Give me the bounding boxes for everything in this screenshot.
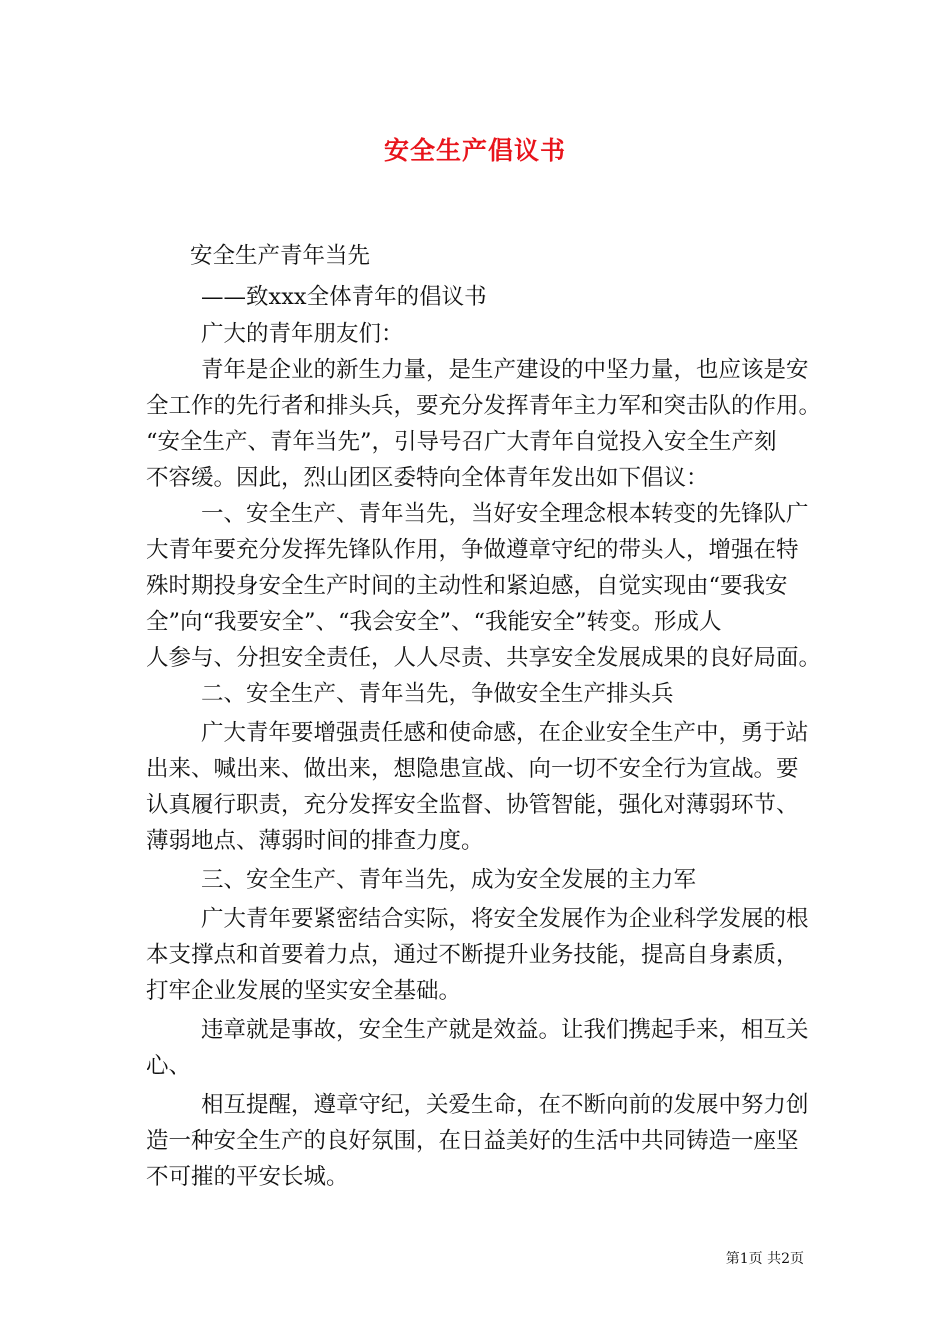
paragraph-line: “安全生产、青年当先”，引导号召广大青年自觉投入安全生产刻: [146, 429, 777, 455]
paragraph-line: 不容缓。因此，烈山团区委特向全体青年发出如下倡议：: [146, 465, 709, 491]
paragraph-line: 广大青年要增强责任感和使命感，在企业安全生产中，勇于站: [201, 720, 809, 746]
paragraph-line: 薄弱地点、薄弱时间的排查力度。: [146, 828, 484, 854]
paragraph-line: 相互提醒，遵章守纪，关爱生命，在不断向前的发展中努力创: [201, 1092, 809, 1118]
paragraph-line: 本支撑点和首要着力点，通过不断提升业务技能，提高自身素质，: [146, 942, 799, 968]
paragraph-line: ——致xxx全体青年的倡议书: [201, 284, 487, 310]
paragraph-line: 三、安全生产、青年当先，成为安全发展的主力军: [201, 867, 697, 893]
paragraph-line: 全”向“我要安全”、“我会安全”、“我能安全”转变。形成人: [146, 609, 722, 635]
paragraph-line: 造一种安全生产的良好氛围，在日益美好的生活中共同铸造一座坚: [146, 1128, 799, 1154]
paragraph-line: 违章就是事故，安全生产就是效益。让我们携起手来，相互关: [201, 1017, 809, 1043]
paragraph-line: 大青年要充分发挥先锋队作用，争做遵章守纪的带头人，增强在特: [146, 537, 799, 563]
paragraph-line: 二、安全生产、青年当先，争做安全生产排头兵: [201, 681, 674, 707]
paragraph-line: 不可摧的平安长城。: [146, 1164, 349, 1190]
paragraph-line: 一、安全生产、青年当先，当好安全理念根本转变的先锋队广: [201, 501, 809, 527]
paragraph-line: 广大青年要紧密结合实际，将安全发展作为企业科学发展的根: [201, 906, 809, 932]
paragraph-line: 心、: [146, 1053, 192, 1079]
paragraph-line: 出来、喊出来、做出来，想隐患宣战、向一切不安全行为宣战。要: [146, 756, 799, 782]
document-title: 安全生产倡议书: [383, 136, 566, 165]
paragraph-line: 全工作的先行者和排头兵，要充分发挥青年主力军和突击队的作用。: [146, 393, 822, 419]
paragraph-line: 打牢企业发展的坚实安全基础。: [146, 978, 462, 1004]
page-number: 第1页 共2页: [725, 1251, 804, 1267]
paragraph-line: 殊时期投身安全生产时间的主动性和紧迫感，自觉实现由“要我安: [146, 573, 788, 599]
paragraph-line: 青年是企业的新生力量，是生产建设的中坚力量，也应该是安: [201, 357, 809, 383]
paragraph-line: 人参与、分担安全责任，人人尽责、共享安全发展成果的良好局面。: [146, 645, 822, 671]
paragraph-line: 认真履行职责，充分发挥安全监督、协管智能，强化对薄弱环节、: [146, 792, 799, 818]
paragraph-line: 广大的青年朋友们：: [201, 321, 404, 347]
paragraph-line: 安全生产青年当先: [190, 243, 371, 269]
